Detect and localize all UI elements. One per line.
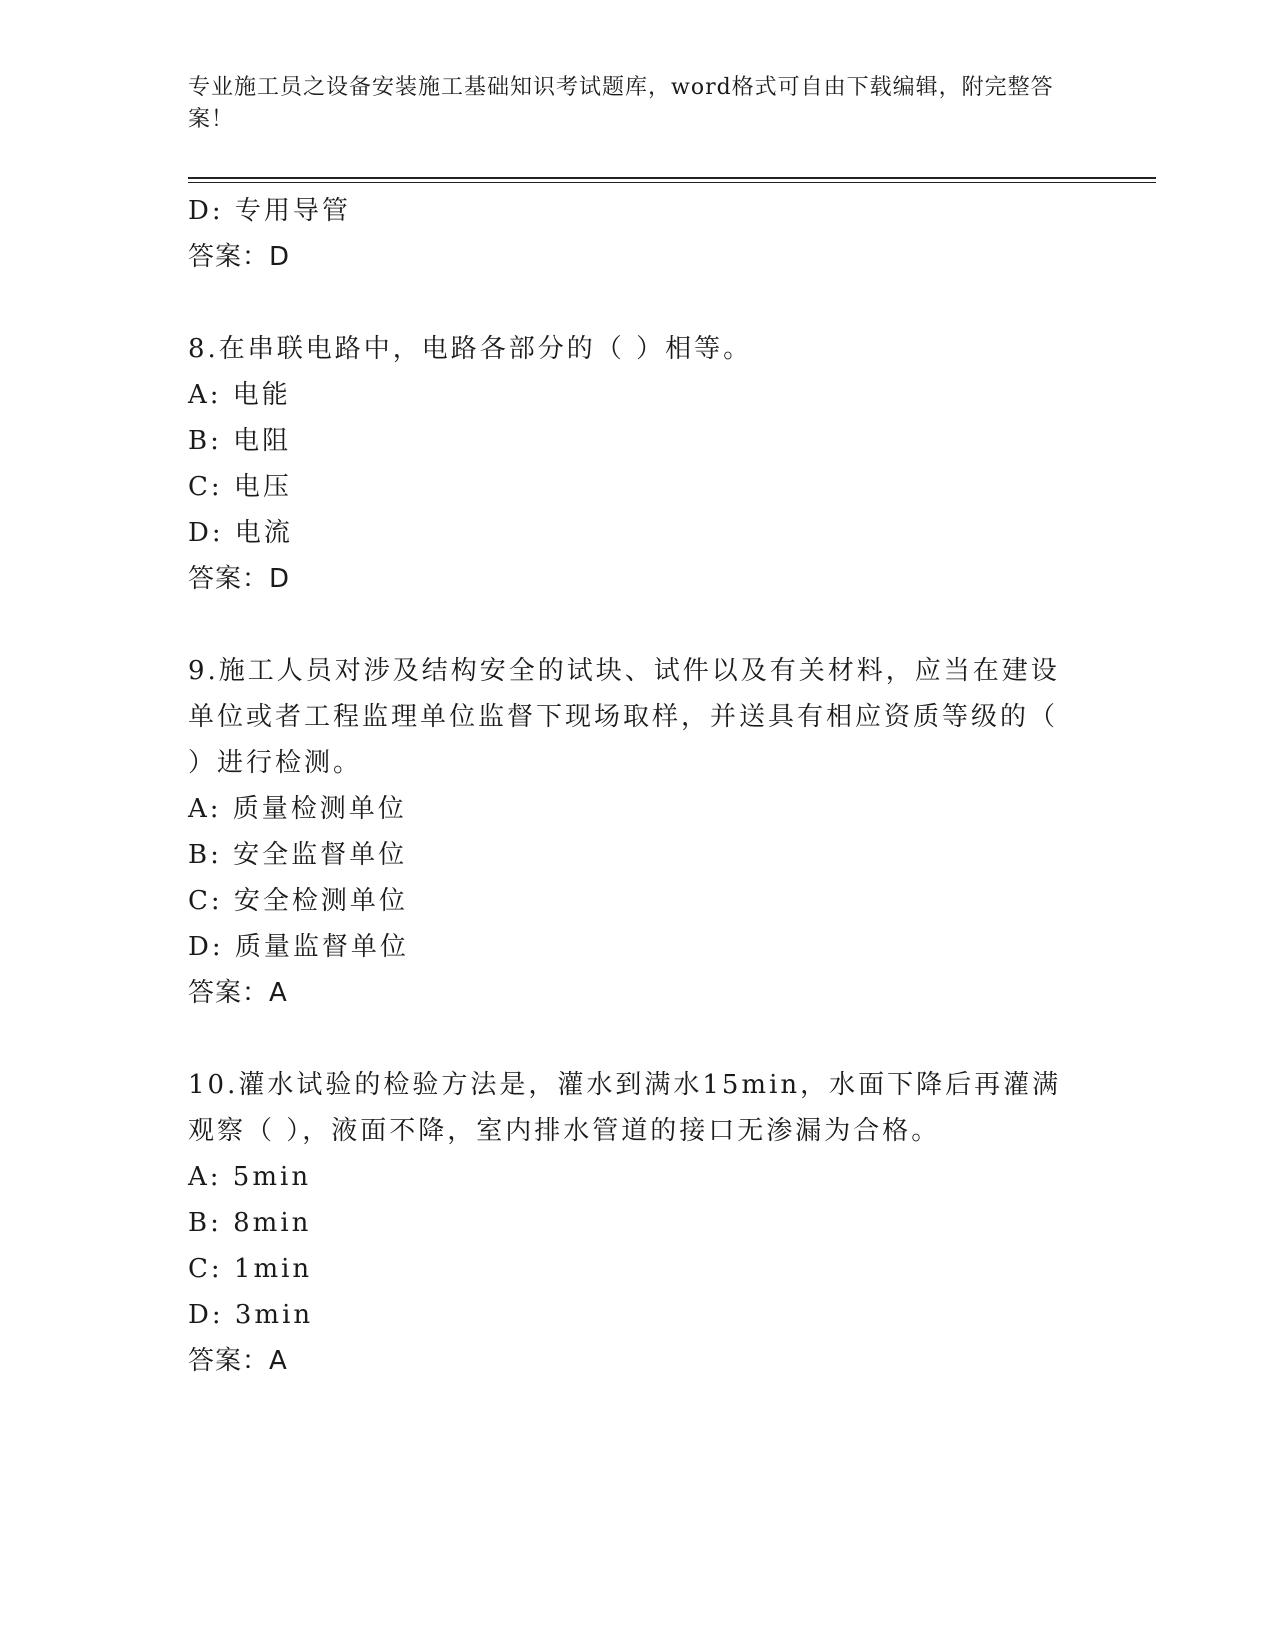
- option-b: B: 8min: [188, 1208, 312, 1238]
- option-c: C: 电压: [188, 472, 292, 502]
- document-header: 专业施工员之设备安装施工基础知识考试题库，word格式可自由下载编辑，附完整答案！: [188, 75, 1054, 132]
- option-d: D: 质量监督单位: [188, 932, 409, 962]
- prev-answer: 答案：D: [188, 242, 291, 272]
- question-10: [188, 1062, 1068, 1384]
- question-text: 9.施工人员对涉及结构安全的试块、试件以及有关材料，应当在建设单位或者工程监理单位监督下现场取样，并送具有相应资质等级的（ ）进行检测。: [188, 656, 1060, 778]
- option-a: A: 5min: [188, 1162, 312, 1192]
- question-text: 8.在串联电路中，电路各部分的（ ）相等。: [188, 334, 753, 364]
- prev-option-d: D: 专用导管: [188, 196, 351, 226]
- option-c: C: 1min: [188, 1254, 313, 1284]
- option-c: C: 安全检测单位: [188, 886, 408, 916]
- answer: 答案：A: [188, 978, 288, 1008]
- option-a: A: 电能: [188, 380, 291, 410]
- question-9: [188, 648, 1068, 1016]
- option-b: B: 安全监督单位: [188, 840, 408, 870]
- option-a: A: 质量检测单位: [188, 794, 407, 824]
- option-d: D: 3min: [188, 1300, 314, 1330]
- answer: 答案：A: [188, 1346, 288, 1376]
- document-body: [188, 188, 1068, 1384]
- option-d: D: 电流: [188, 518, 293, 548]
- question-8: [188, 326, 1068, 602]
- answer: 答案：D: [188, 564, 291, 594]
- header-divider: [188, 177, 1156, 183]
- option-b: B: 电阻: [188, 426, 292, 456]
- question-text: 10.灌水试验的检验方法是，灌水到满水15min，水面下降后再灌满观察（ ），液面不降，室内排水管道的接口无渗漏为合格。: [188, 1070, 1062, 1146]
